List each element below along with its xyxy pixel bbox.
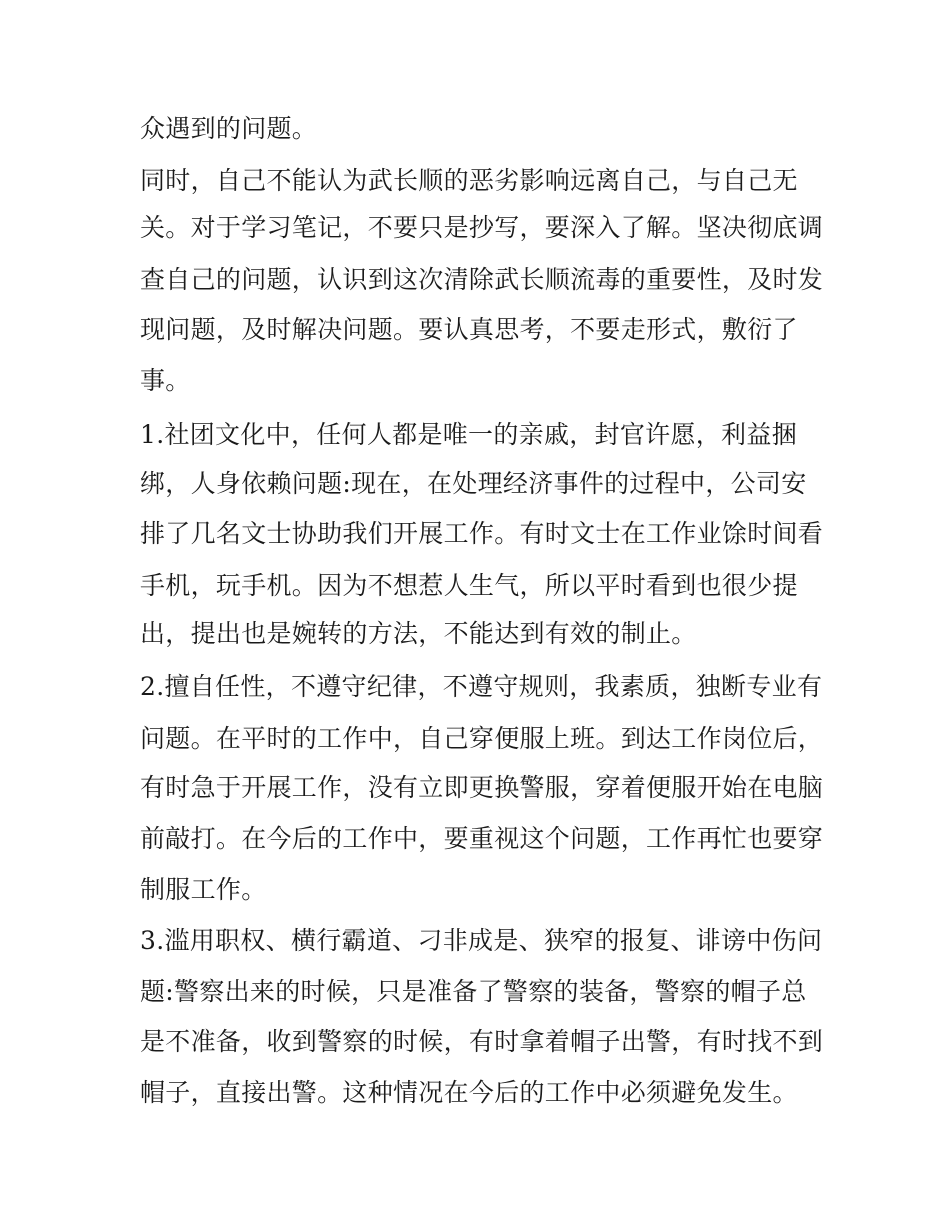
- text-line: 出，提出也是婉转的方法，不能达到有效的制止。: [140, 619, 697, 648]
- text-line: 帽子，直接出警。这种情况在今后的工作中必须避免发生。: [140, 1078, 798, 1107]
- text-line: 绑，人身依赖问题:现在，在处理经济事件的过程中，公司安: [140, 469, 807, 498]
- text-line: 同时，自己不能认为武长顺的恶劣影响远离自己，与自己无: [140, 166, 798, 195]
- text-line: 查自己的问题，认识到这次清除武长顺流毒的重要性，及时发: [140, 265, 824, 294]
- text-line: 事。: [140, 366, 191, 395]
- text-line: 排了几名文士协助我们开展工作。有时文士在工作业馀时间看: [140, 519, 824, 548]
- text-line: 1.社团文化中，任何人都是唯一的亲戚，封官许愿，利益捆: [140, 420, 797, 449]
- text-line: 手机，玩手机。因为不想惹人生气，所以平时看到也很少提: [140, 571, 798, 600]
- text-line: 制服工作。: [140, 875, 267, 904]
- text-line: 题:警察出来的时候，只是准备了警察的装备，警察的帽子总: [140, 977, 807, 1006]
- text-line: 现问题，及时解决问题。要认真思考，不要走形式，敷衍了: [140, 315, 798, 344]
- text-line: 3.滥用职权、横行霸道、刁非成是、狭窄的报复、诽谤中伤问: [140, 926, 823, 955]
- text-line: 有时急于开展工作，没有立即更换警服，穿着便服开始在电脑: [140, 773, 824, 802]
- text-line: 前敲打。在今后的工作中，要重视这个问题，工作再忙也要穿: [140, 824, 824, 853]
- text-line: 众遇到的问题。: [140, 114, 318, 143]
- text-line: 是不准备，收到警察的时候，有时拿着帽子出警，有时找不到: [140, 1027, 824, 1056]
- text-line: 关。对于学习笔记，不要只是抄写，要深入了解。坚决彻底调: [140, 213, 824, 242]
- text-line: 2.擅自任性，不遵守纪律，不遵守规则，我素质，独断专业有: [140, 672, 823, 701]
- text-line: 问题。在平时的工作中，自己穿便服上班。到达工作岗位后，: [140, 724, 824, 753]
